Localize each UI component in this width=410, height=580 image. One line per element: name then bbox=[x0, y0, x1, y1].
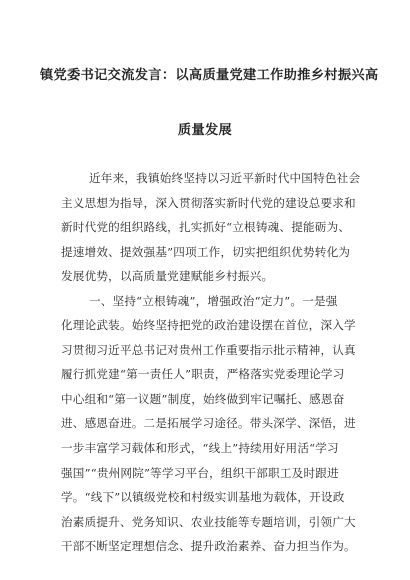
document-title-line-1: 镇党委书记交流发言：以高质量党建工作助推乡村振兴高 bbox=[40, 68, 379, 83]
paragraph-line: 一步丰富学习载体和形式，“线上”持续用好用活“学习 bbox=[61, 441, 339, 456]
paragraph-intro bbox=[61, 166, 361, 289]
paragraph-line: 提速增效、提效强基”四项工作，切实把组织优势转化为 bbox=[61, 244, 351, 259]
paragraph-section-one bbox=[61, 289, 361, 559]
paragraph-line: 强国”“贵州网院”等学习平台，组织干部职工及时跟进 bbox=[61, 465, 339, 480]
paragraph-line: 中心组和“第一议题”制度，始终做到牢记嘱托、感恩奋 bbox=[61, 391, 345, 406]
paragraph-line: 进、感恩奋进。二是拓展学习途径。带头深学、深悟，进 bbox=[61, 416, 356, 431]
paragraph-line: 主义思想为指导，深入贯彻落实新时代党的建设总要求和 bbox=[61, 195, 356, 210]
paragraph-line: 履行抓党建“第一责任人”职责，严格落实党委理论学习 bbox=[61, 367, 345, 382]
paragraph-line: 发展优势，以高质量党建赋能乡村振兴。 bbox=[61, 269, 274, 284]
paragraph-line: 近年来，我镇始终坚持以习近平新时代中国特色社会 bbox=[89, 171, 361, 185]
document-body bbox=[61, 166, 361, 559]
paragraph-line: 习贯彻习近平总书记对贵州工作重要指示批示精神，认真 bbox=[61, 342, 356, 357]
paragraph-line: 一、坚持“立根铸魂”，增强政治“定力”。一是强 bbox=[89, 293, 338, 308]
paragraph-line: 学。“线下”以镇级党校和村级实训基地为载体，开设政 bbox=[61, 490, 345, 505]
paragraph-line: 治素质提升、党务知识、农业技能等专题培训，引领广大 bbox=[61, 514, 356, 529]
paragraph-line: 新时代党的组织路线，扎实抓好“立根铸魂、提能砺为、 bbox=[61, 220, 351, 235]
paragraph-line: 化理论武装。始终坚持把党的政治建设摆在首位，深入学 bbox=[61, 318, 356, 333]
paragraph-line: 干部不断坚定理想信念、提升政治素养、奋力担当作为。 bbox=[61, 539, 356, 554]
document-title-line-2: 质量发展 bbox=[177, 123, 233, 138]
